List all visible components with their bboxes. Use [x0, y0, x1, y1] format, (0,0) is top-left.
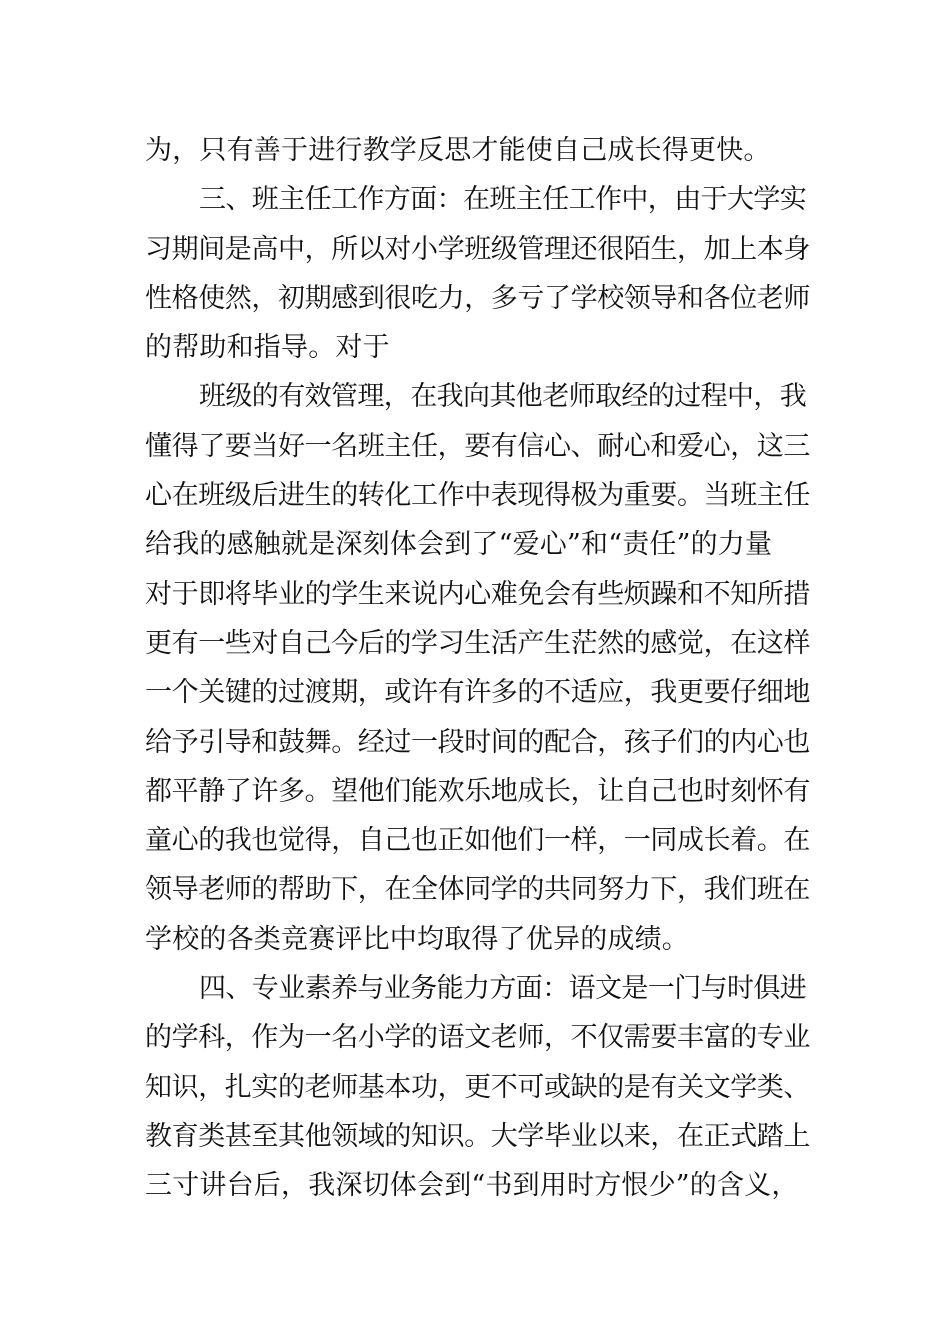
- paragraph-first-line: 三、班主任工作方面：在班主任工作中，由于大学实: [199, 184, 807, 216]
- paragraph-first-line: 班级的有效管理，在我向其他老师取经的过程中，我: [199, 381, 807, 413]
- text-line: 性格使然，初期感到很吃力，多亏了学校领导和各位老师: [145, 282, 810, 314]
- text-line: 学校的各类竞赛评比中均取得了优异的成绩。: [145, 923, 689, 955]
- text-line: 给予引导和鼓舞。经过一段时间的配合，孩子们的内心也: [145, 726, 810, 758]
- text-line: 给我的感触就是深刻体会到了“爱心”和“责任”的力量: [145, 529, 773, 561]
- text-line: 懂得了要当好一名班主任，要有信心、耐心和爱心，这三: [145, 430, 810, 462]
- text-line: 知识，扎实的老师基本功，更不可或缺的是有关文学类、: [145, 1071, 810, 1103]
- text-line: 三寸讲台后，我深切体会到“书到用时方恨少”的含义，: [145, 1170, 799, 1202]
- text-line: 更有一些对自己今后的学习生活产生茫然的感觉，在这样: [145, 627, 810, 659]
- text-line: 对于即将毕业的学生来说内心难免会有些烦躁和不知所措: [145, 578, 810, 610]
- text-line: 都平静了许多。望他们能欢乐地成长，让自己也时刻怀有: [145, 775, 810, 807]
- text-line: 的帮助和指导。对于: [145, 332, 390, 364]
- text-line: 教育类甚至其他领域的知识。大学毕业以来，在正式踏上: [145, 1120, 810, 1152]
- text-line: 的学科，作为一名小学的语文老师，不仅需要丰富的专业: [145, 1022, 810, 1054]
- text-line: 心在班级后进生的转化工作中表现得极为重要。当班主任: [145, 480, 810, 512]
- text-line: 一个关键的过渡期，或许有许多的不适应，我更要仔细地: [145, 677, 810, 709]
- paragraph-first-line: 四、专业素养与业务能力方面：语文是一门与时俱进: [199, 973, 807, 1005]
- text-line: 为，只有善于进行教学反思才能使自己成长得更快。: [145, 135, 771, 166]
- document-body: [145, 126, 810, 1211]
- text-line: 童心的我也觉得，自己也正如他们一样，一同成长着。在: [145, 825, 810, 857]
- text-line: 领导老师的帮助下，在全体同学的共同努力下，我们班在: [145, 874, 810, 906]
- text-line: 习期间是高中，所以对小学班级管理还很陌生，加上本身: [145, 233, 810, 265]
